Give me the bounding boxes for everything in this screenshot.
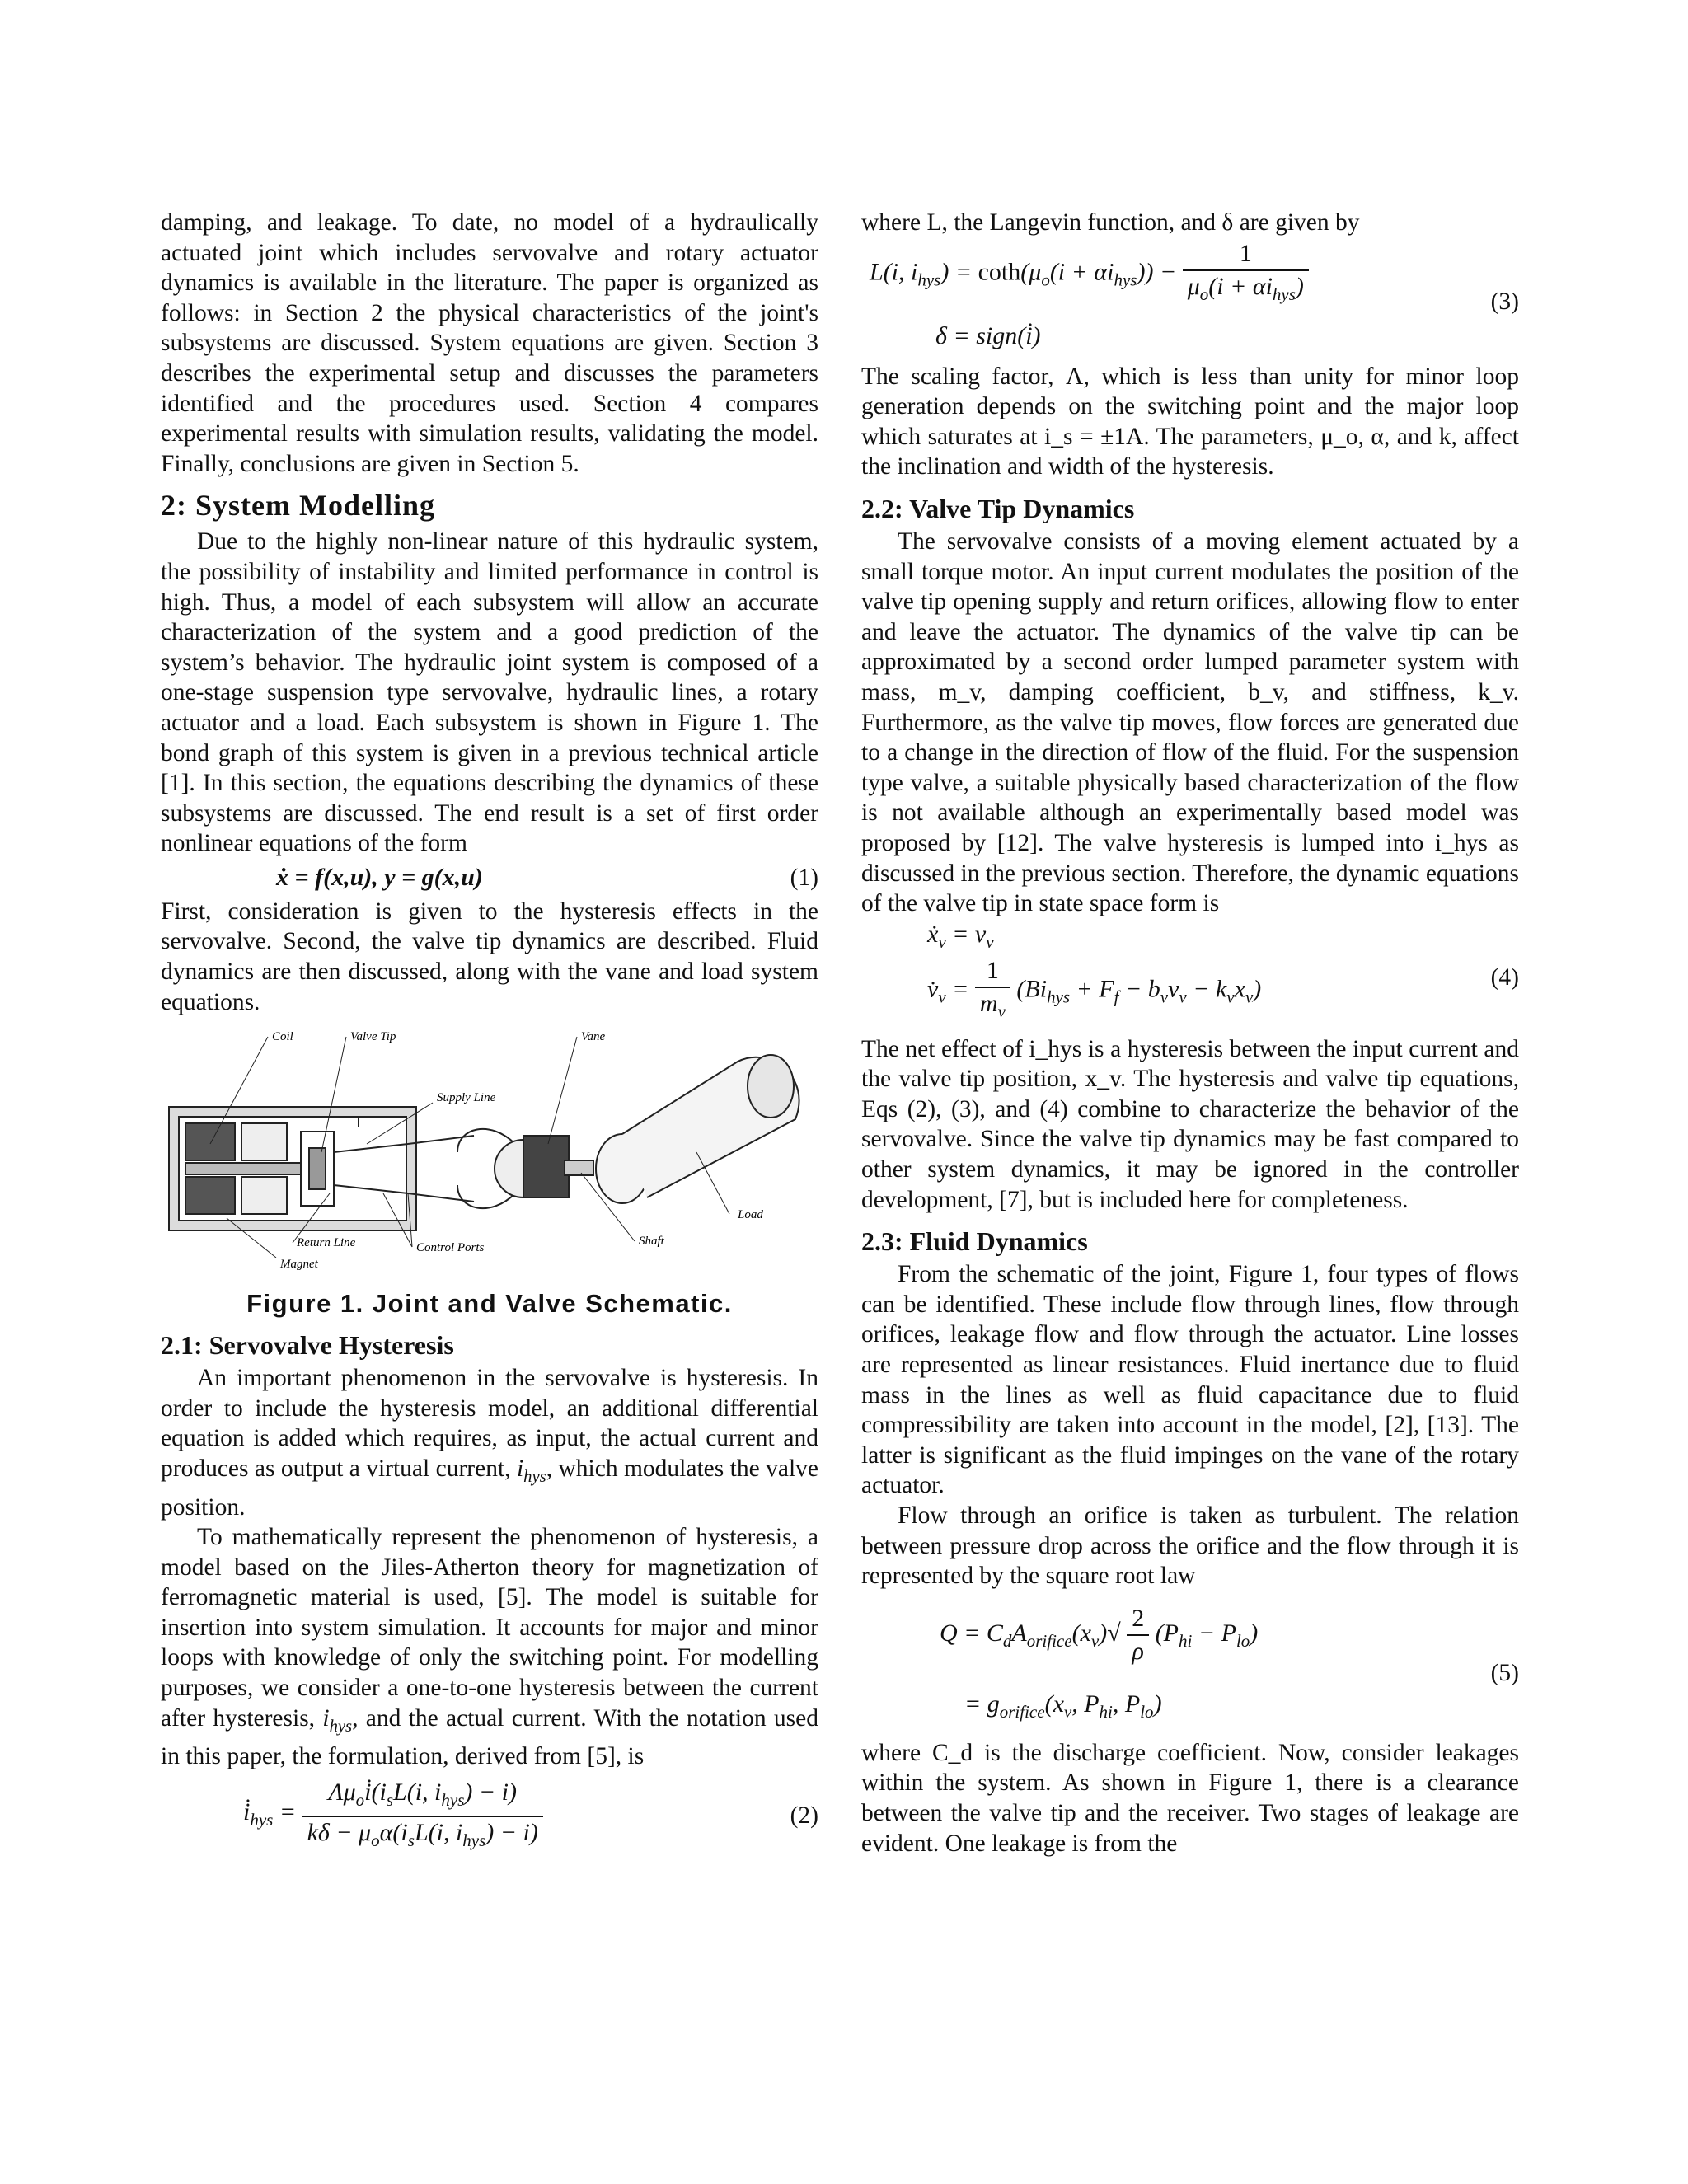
paragraph-section-2: Due to the highly non-linear nature of this hydraulic system, the possibility of instability and limited performance in control is high. Thus, a model of each subsystem will allow an accurate characterization of the system and a good prediction of the system’s behavior. The hydraulic joint system is composed of a one-stage suspension type servovalve, hydraulic lines, a rotary actuator and a load. Each subsystem is shown in Figure 1. The bond graph of this system is given in a previous technical article [1]. In this section, the equations describing the dynamics of these subsystems are discussed. The end result is a set of first order nonlinear equations of the form bbox=[161, 528, 818, 857]
paragraph-section-2-1-b: To mathematically represent the phenomenon of hysteresis, a model based on the Jiles-Atherton theory for magnetization of ferromagnetic material is used, [5]. The model is suitable for insertion into system simulation. It accounts for major and minor loops with knowledge of only the switching point. For modelling purposes, we consider a one-to-one hysteresis between the current after hysteresis, $i_{hys}$, and the actual current. With the notation used in this paper, the formulation, derived from [5], is bbox=[161, 1524, 818, 1770]
equation-4: ẋ$_v$ = $v_v$ $v̇_v$ = $\frac{1}{m_v}$ $(Bi_{hys} + F_f - b_vv_v - k_vx_v)$ (4) bbox=[927, 920, 1519, 1021]
section-2-1-title: 2.1: Servovalve Hysteresis bbox=[161, 1330, 454, 1361]
equation-4-number: (4) bbox=[1490, 963, 1519, 991]
equation-5: $Q = C_dA_{orifice}(x_v)√$ $\frac{2}{\rho}$ $(P_{hi} - P_{lo})$ = $g_{orifice}(x_v$, $P_{hi}$, $P_{lo}$) (5) bbox=[940, 1604, 1519, 1722]
section-2-2-title: 2.2: Valve Tip Dynamics bbox=[861, 493, 1135, 523]
paragraph-section-2-2: The servovalve consists of a moving element actuated by a small torque motor. An input current modulates the position of the valve tip opening supply and return orifices, allowing flow to enter and leave the actuator. The dynamics of the valve tip can be approximated by a second order lumped parameter system with mass, m_v, damping coefficient, b_v, and stiffness, k_v. Furthermore, as the valve tip moves, flow forces are generated due to a change in the direction of flow of the fluid. For the suspension type valve, a suitable physically based characterization of the flow is not available although an experimentally based model was proposed by [12]. The valve hysteresis is lumped into i_hys as discussed in the previous section. Therefore, the dynamic equations of the valve tip in state space form is bbox=[861, 527, 1519, 917]
paragraph-after-eq5: where C_d is the discharge coefficient. Now, consider leakages within the system. As shown in Figure 1, there is a clearance between the valve tip and the receiver. Two stages of leakage are evident. One leakage is from the bbox=[861, 1739, 1519, 1857]
equation-2: $i̇_{hys}$ = $\frac{\Lambda\mu_oi̇(i_sL(i, i_{hys}) - i)}{k\delta - \mu_o\alpha(i_sL(i, i_{hys}) - i)}$ (2) bbox=[243, 1778, 818, 1850]
label-coil: Coil bbox=[272, 1030, 293, 1044]
paragraph-scaling: The scaling factor, Λ, which is less than unity for minor loop generation depends on the switching point and the major loop which saturates at i_s = ±1A. The parameters, μ_o, α, and k, affect the inclination and width of the hysteresis. bbox=[861, 363, 1519, 480]
section-2-3-title: 2.3: Fluid Dynamics bbox=[861, 1226, 1088, 1257]
paragraph-section-2-1-a: An important phenomenon in the servovalve is hysteresis. In order to include the hysteresis model, an additional differential equation is added which requires, as input, the actual current and produces as output a virtual current, $i_{hys}$, which modulates the valve position. bbox=[161, 1365, 818, 1521]
label-shaft: Shaft bbox=[639, 1235, 664, 1249]
figure-1-caption: Figure 1. Joint and Valve Schematic. bbox=[246, 1289, 733, 1319]
paragraph-section-2-3-a: From the schematic of the joint, Figure 1, four types of flows can be identified. These include flow through lines, flow through orifices, leakage flow and flow through the actuator. Line losses are represented as linear resistances. Fluid inertance due to fluid mass in the lines as well as fluid capacitance due to fluid compressibility are taken into account in the model, [2], [13]. The latter is significant as the fluid impinges on the vane of the rotary actuator. bbox=[861, 1261, 1519, 1499]
paragraph-intro: damping, and leakage. To date, no model of a hydraulically actuated joint which includes servovalve and rotary actuator dynamics is available in the literature. The paper is organized as follows: in Section 2 the physical characteristics of the joint's subsystems are discussed. System equations are given. Section 3 describes the experimental setup and discusses the parameters identified and the procedures used. Section 4 compares experimental results with simulation results, validating the model. Finally, conclusions are given in Section 5. bbox=[161, 209, 818, 477]
paragraph-section-2-3-b: Flow through an orifice is taken as turbulent. The relation between pressure drop across the orifice and the flow through it is represented by the square root law bbox=[861, 1502, 1519, 1590]
right-column bbox=[861, 208, 1519, 1858]
label-supply-line: Supply Line bbox=[437, 1091, 496, 1105]
label-magnet: Magnet bbox=[280, 1258, 318, 1272]
equation-5-number: (5) bbox=[1490, 1659, 1519, 1686]
label-load: Load bbox=[738, 1208, 763, 1222]
figure-1-schematic bbox=[161, 1029, 818, 1284]
equation-3-number: (3) bbox=[1490, 288, 1519, 315]
left-column bbox=[161, 208, 818, 1856]
equation-1-expression: ẋ = f(x,u), y = g(x,u) bbox=[276, 863, 483, 891]
section-2-title: 2: System Modelling bbox=[161, 489, 435, 523]
joint-valve-schematic bbox=[161, 1029, 818, 1284]
equation-1-number: (1) bbox=[790, 864, 818, 891]
equation-1 bbox=[161, 859, 818, 897]
paragraph-after-eq4: The net effect of i_hys is a hysteresis between the input current and the valve tip position, x_v. The hysteresis and valve tip equations, Eqs (2), (3), and (4) combine to characterize the behavior of the servovalve. Since the valve tip dynamics may be fast compared to other system dynamics, it may be ignored in the controller development, [7], but is included here for completeness. bbox=[861, 1035, 1519, 1213]
label-vane: Vane bbox=[581, 1030, 606, 1044]
label-return-line: Return Line bbox=[297, 1236, 356, 1250]
paragraph-langevin: where L, the Langevin function, and δ are given by bbox=[861, 209, 1360, 236]
equation-2-number: (2) bbox=[790, 1802, 818, 1829]
label-valve-tip: Valve Tip bbox=[350, 1030, 396, 1044]
equation-3: L(i, $i_{hys}) = \cot h(\mu_o(i + \alpha i_{hys}))$ − $\frac{1}{\mu_o(i + \alpha i_{hys})}$ δ = sign(i̇) (3) bbox=[870, 239, 1519, 349]
paragraph-after-eq1: First, consideration is given to the hysteresis effects in the servovalve. Second, the valve tip dynamics are described. Fluid dynamics are then discussed, along with the vane and load system equations. bbox=[161, 898, 818, 1015]
label-control-ports: Control Ports bbox=[416, 1241, 485, 1255]
